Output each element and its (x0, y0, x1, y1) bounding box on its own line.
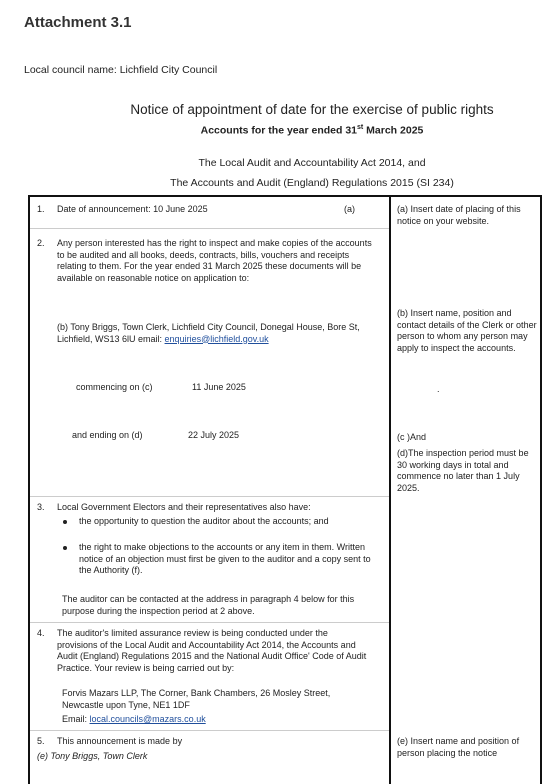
bullet-objections: the right to make objections to the accounts or any item in them. Written notice of an objection must first be given to the auditor and a copy sent to the Authority (f). (79, 542, 371, 575)
commencing-label: commencing on (c) (76, 382, 153, 392)
bullet-question-auditor: the opportunity to question the auditor about the accounts; and (79, 516, 329, 526)
note-c: (c )And (397, 432, 427, 442)
notice-subtitle: Accounts for the year ended 31st March 2025 (200, 124, 424, 137)
auditor-contact-text: The auditor can be contacted at the address in paragraph 4 below for this purpose during the inspection period at 2 above. (62, 594, 355, 616)
row-divider (30, 496, 389, 497)
item-number: 4. (37, 628, 45, 638)
item-number: 2. (37, 238, 45, 248)
note-d: (d)The inspection period must be 30 working days in total and commence no later than 1 July 2025. (397, 448, 529, 493)
auditor-email-link[interactable]: local.councils@mazars.co.uk (89, 714, 206, 724)
act-line-2: The Accounts and Audit (England) Regulations 2015 (SI 234) (170, 177, 454, 189)
note-e: (e) Insert name and position of person placing the notice (397, 736, 520, 758)
bullet-icon (63, 546, 67, 550)
note-dot: . (437, 384, 440, 394)
auditor-review-text: The auditor's limited assurance review is being conducted under the provisions of the Local Audit and Accountability Act 2014, the Accounts and Audit (England) Regulations 2015 and the National Audit Office' Code of Audit Practice. Your review is being carried out by: (57, 628, 367, 673)
note-a: (a) Insert date of placing of this notice on your website. (397, 204, 521, 226)
commencing-date: 11 June 2025 (192, 382, 246, 392)
auditor-email: Email: local.councils@mazars.co.uk (62, 714, 206, 724)
item-number: 3. (37, 502, 45, 512)
bullet-icon (63, 520, 67, 524)
note-b: (b) Insert name, position and contact details of the Clerk or other person to whom any person may apply to inspect the accounts. (397, 308, 537, 353)
ending-label: and ending on (d) (72, 430, 143, 440)
notice-title: Notice of appointment of date for the exercise of public rights (130, 102, 494, 117)
announcement-by-text: This announcement is made by (57, 736, 183, 746)
act-line-1: The Local Audit and Accountability Act 2014, and (198, 157, 426, 169)
row-divider (30, 730, 389, 731)
announcer-name: (e) Tony Briggs, Town Clerk (37, 751, 148, 761)
contact-details: (b) Tony Briggs, Town Clerk, Lichfield City Council, Donegal House, Bore St, Lichfield, WS13 6lU email: enquiries@lichfield.gov.uk (57, 322, 360, 344)
auditor-address: Forvis Mazars LLP, The Corner, Bank Chambers, 26 Mosley Street, Newcastle upon Tyne, NE1 1DF (62, 688, 331, 710)
clerk-email-link[interactable]: enquiries@lichfield.gov.uk (164, 333, 269, 344)
council-name: Local council name: Lichfield City Council (24, 64, 218, 76)
item-number: 1. (37, 204, 45, 214)
row-divider (30, 622, 389, 623)
ending-date: 22 July 2025 (188, 430, 240, 440)
attachment-heading: Attachment 3.1 (24, 14, 132, 31)
electors-rights-text: Local Government Electors and their representatives also have: (57, 502, 311, 512)
note-ref-a: (a) (344, 204, 355, 214)
announcement-date: Date of announcement: 10 June 2025 (57, 204, 208, 214)
item-number: 5. (37, 736, 45, 746)
row-divider (30, 228, 389, 229)
inspection-rights-text: Any person interested has the right to inspect and make copies of the accounts to be audited and all books, deeds, contracts, bills, vouchers and receipts relating to them. For the year ended 31 March 2025 these documents will be available on reasonable notice on application to: (57, 238, 372, 283)
column-divider (389, 195, 391, 784)
